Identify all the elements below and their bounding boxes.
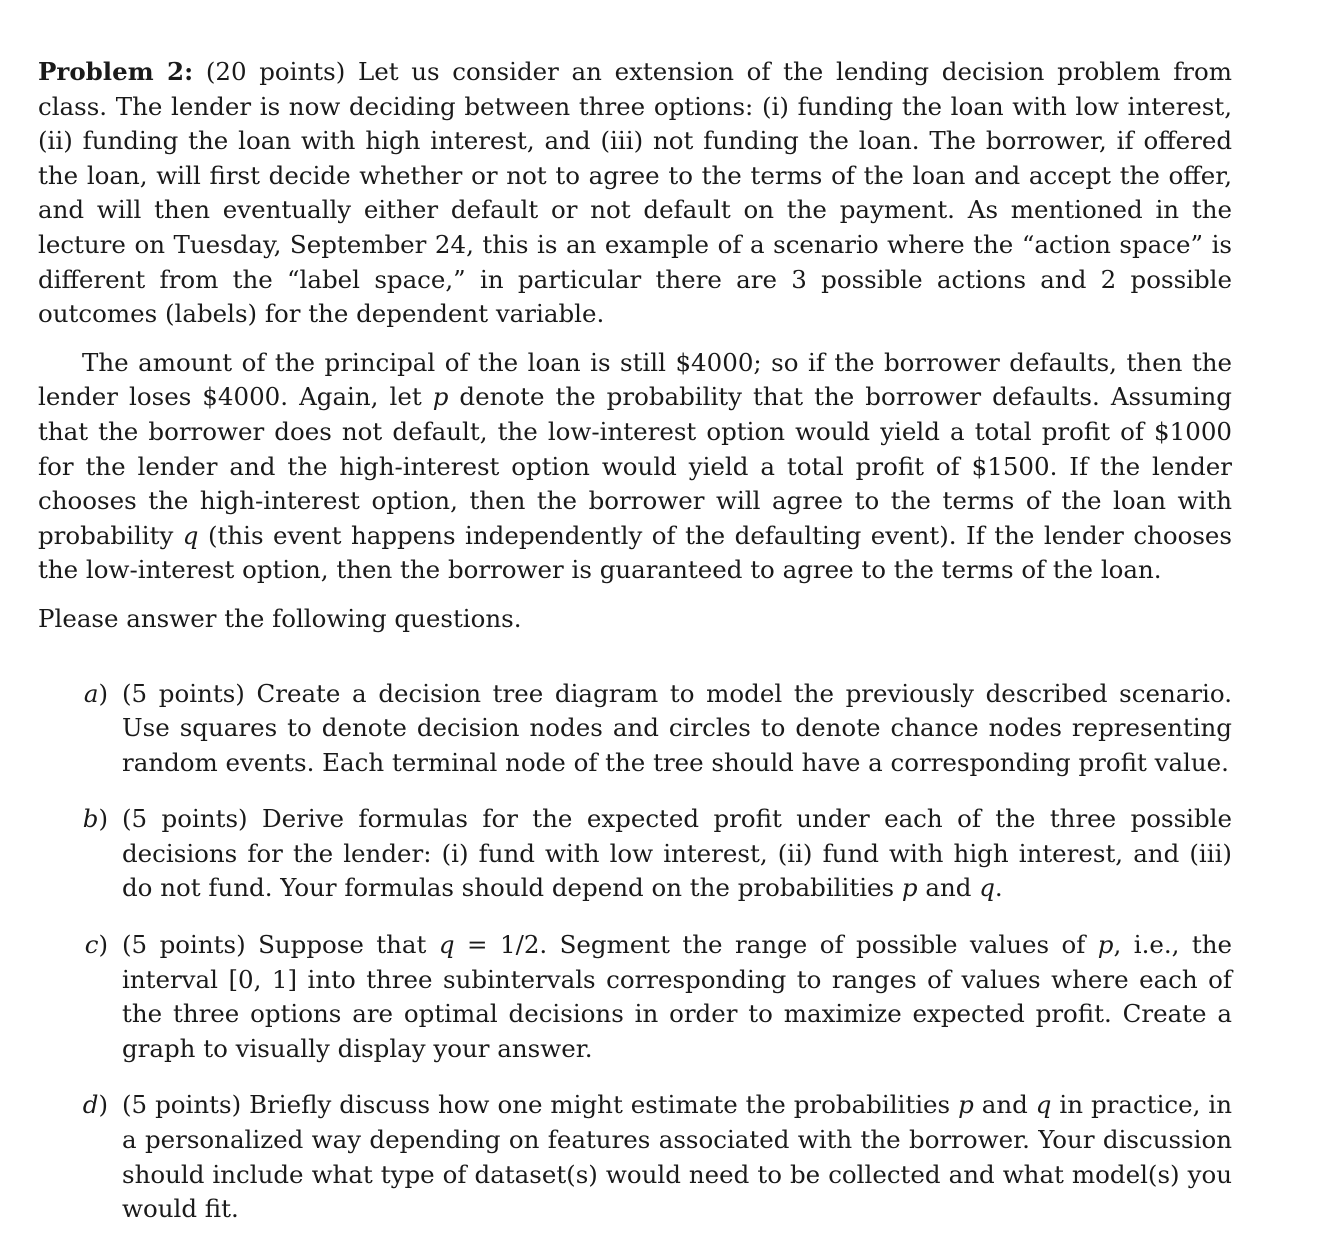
question-text-part: = 1/2. Segment the range of possible values of (454, 930, 1098, 960)
var-q: q (979, 873, 995, 903)
question-letter: c (84, 930, 99, 960)
loan-details-text-1: The amount of the principal of the loan is still $4000; so if the borrower defaults, then the lender loses $4000. Again, let (38, 347, 1232, 412)
question-letter: a (83, 678, 99, 708)
question-text-part: (5 points) Derive formulas for the expected profit under each of the three possible decisions for the lender: (i) fund with low interest, (ii) fund with high interest, and (iii) do not fund. Your formulas should depend on the probabilities (122, 804, 1232, 903)
question-text-part: (5 points) Briefly discuss how one might estimate the probabilities (122, 1090, 959, 1120)
question-paren: ) (98, 1090, 108, 1120)
var-q: q (182, 520, 199, 550)
question-text (108, 1088, 1232, 1226)
question-list (38, 677, 1232, 1227)
question-text (108, 802, 1232, 906)
question-paren: ) (98, 930, 108, 960)
question-paren: ) (98, 804, 108, 834)
loan-details-paragraph (38, 346, 1232, 588)
var-q: q (438, 930, 455, 960)
instructions-paragraph: Please answer the following questions. (38, 603, 522, 633)
var-p: p (958, 1090, 974, 1120)
question-text-part: (5 points) Suppose that (122, 930, 439, 960)
question-text-part: . (994, 873, 1003, 903)
loan-details-text-2: denote the probability that the borrower defaults. Assuming that the borrower does not default, the low-interest option would yield a total profit of $1000 for the lender and the high-interest option would yield a total profit of $1500. If the lender chooses the high-interest option, then the borrower will agree to the terms of the loan with probability (38, 382, 1232, 550)
question-text-part: in practice, in a personalized way depending on features associated with the borrower. Your discussion should include what type of dataset(s) would need to be collected and what model(s) you would fit. (122, 1090, 1232, 1224)
question-label (38, 1088, 108, 1226)
var-p: p (432, 382, 449, 412)
question-text-part: , i.e., the interval [0, 1] into three subintervals corresponding to ranges of values where each of the three options are optimal decisions in order to maximize expected profit. Create a graph to visually display your answer. (122, 930, 1233, 1063)
question-label (38, 677, 108, 781)
var-p: p (1097, 930, 1114, 960)
question-c (38, 928, 1232, 1066)
question-letter: b (82, 804, 99, 834)
question-text (108, 928, 1232, 1066)
question-label (38, 802, 108, 906)
intro-text: (20 points) Let us consider an extension of the lending decision problem from class. The lender is now deciding between three options: (i) funding the loan with low interest, (ii) funding the loan with high interest, and (iii) not funding the loan. The borrower, if offered the loan, will first decide whether or not to agree to the terms of the loan and accept the offer, and will then eventually either default or not default on the payment. As mentioned in the lecture on Tuesday, September 24, this is an example of a scenario where the “action space” is different from the “label space,” in particular there are 3 possible actions and 2 possible outcomes (labels) for the dependent variable. (38, 57, 1232, 329)
question-text-part: and (973, 1090, 1036, 1120)
var-q: q (1035, 1090, 1052, 1120)
question-b (38, 802, 1232, 906)
question-text-part: and (917, 873, 980, 903)
problem-document (38, 55, 1232, 1227)
question-paren: ) (98, 678, 108, 708)
question-label (38, 928, 108, 1066)
problem-heading: Problem 2: (38, 57, 194, 86)
var-p: p (901, 873, 918, 903)
loan-details-text-3: (this event happens independently of the defaulting event). If the lender chooses the low-interest option, then the borrower is guaranteed to agree to the terms of the loan. (38, 520, 1232, 585)
intro-paragraph (38, 55, 1232, 332)
question-d (38, 1088, 1232, 1226)
question-a (38, 677, 1232, 781)
question-text: (5 points) Create a decision tree diagram to model the previously described scenario. Use squares to denote decision nodes and circles to denote chance nodes representing random events. Each terminal node of the tree should have a corresponding profit value. (122, 678, 1232, 777)
question-letter: d (82, 1090, 99, 1120)
